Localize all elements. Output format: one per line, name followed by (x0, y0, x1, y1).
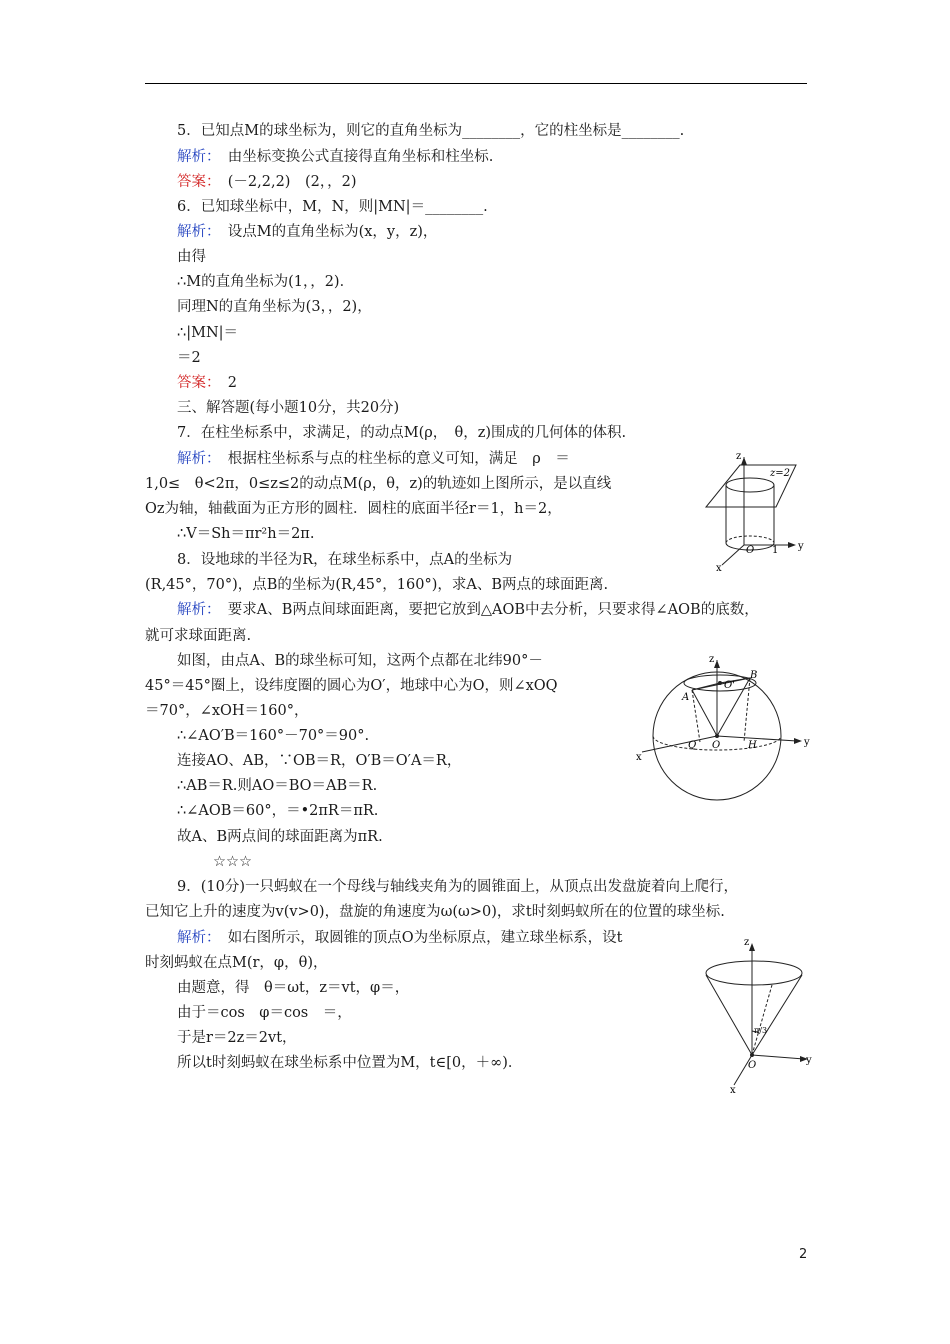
q9-stem-line1: 9．(10分)一只蚂蚁在一个母线与轴线夹角为的圆锥面上，从顶点出发盘旋着向上爬行， (177, 879, 738, 895)
q5-answer (177, 173, 356, 191)
q8-analysis-line1: 要求A、B两点间球面距离，要把它放到△AOB中去分析，只要求得∠AOB的底数， (227, 602, 759, 618)
answer-label: 答案： (177, 375, 214, 391)
header-rule (145, 83, 807, 84)
q5-answer-text: (－2,2,2) (2，，2) (227, 174, 357, 190)
analysis-label: 解析： (177, 930, 214, 946)
q7-analysis-line3: Oz为轴，轴截面为正方形的圆柱．圆柱的底面半径r＝1，h＝2， (145, 501, 562, 517)
q8-line5: ＝70°，∠xOH＝160°， (145, 703, 309, 719)
q7-analysis-line1: 根据柱坐标系与点的柱坐标的意义可知，满足 ρ ＝ (227, 451, 570, 467)
q8-analysis (177, 601, 759, 619)
cylinder-figure (700, 445, 820, 575)
q8-line6: ∴∠AO′B＝160°－70°＝90°. (177, 728, 370, 744)
y-axis (752, 1055, 804, 1059)
q9-line5: 于是r＝2z＝2vt， (177, 1030, 297, 1046)
y-axis (717, 736, 797, 741)
q9-line3: 由题意，得 θ＝ωt，z＝vt，φ＝， (177, 980, 410, 996)
q6-line1: 由得 (177, 249, 206, 265)
fig9-angle-label: π/3 (754, 1026, 768, 1035)
q8-stem-line1: 8．设地球的半径为R，在球坐标系中，点A的坐标为 (177, 552, 513, 568)
q9-line4: 由于＝cos φ＝cos ＝， (177, 1005, 352, 1021)
q8-line7: 连接AO、AB，∵OB＝R，O′B＝O′A＝R， (177, 753, 462, 769)
separator-stars: ☆☆☆ (213, 854, 252, 870)
q9-line6: 所以t时刻蚂蚁在球坐标系中位置为M，t∈[0，＋∞)． (177, 1055, 523, 1071)
q6-analysis-text: 设点M的直角坐标为(x，y，z)， (227, 224, 438, 240)
q6-answer-text: 2 (227, 375, 237, 391)
q8-line10: 故A、B两点间的球面距离为πR. (177, 829, 383, 845)
fig7-plane-label: z=2 (770, 468, 791, 479)
page-number: 2 (799, 1247, 808, 1262)
q8-analysis-line2: 就可求球面距离. (145, 628, 252, 644)
q7-analysis-line4: ∴V＝Sh＝πr²h＝2π. (177, 526, 315, 542)
q9-analysis (177, 929, 622, 947)
fig7-origin-label: O (746, 545, 755, 556)
fig8-x-label: x (636, 752, 642, 763)
q9-stem-line2: 已知它上升的速度为v(v>0)，盘旋的角速度为ω(ω>0)，求t时刻蚂蚁所在的位置的球坐标. (145, 904, 725, 920)
q9-line2: 时刻蚂蚁在点M(r，φ，θ)， (145, 955, 328, 971)
q7-analysis (177, 450, 570, 468)
answer-label: 答案： (177, 174, 214, 190)
cone-rim (706, 961, 802, 985)
analysis-label: 解析： (177, 149, 214, 165)
q8-stem-line2: (R,45°，70°)，点B的坐标为(R,45°，160°)，求A、B两点的球面距离. (145, 577, 609, 593)
fig8-a-label: A (682, 692, 690, 703)
fig8-o-label: O (712, 740, 721, 751)
q6-stem: 6．已知球坐标中，M，N，则|MN|＝________. (177, 199, 488, 215)
analysis-label: 解析： (177, 602, 214, 618)
q9-analysis-line1: 如右图所示，取圆锥的顶点O为坐标原点，建立球坐标系，设t (227, 930, 623, 946)
q8-line3: 如图，由点A、B的球坐标可知，这两个点都在北纬90°－ (177, 653, 543, 669)
q8-line4: 45°＝45°圈上，设纬度圈的圆心为O′，地球中心为O，则∠xOQ (145, 678, 558, 694)
fig7-y-label: y (798, 541, 804, 552)
q8-line9: ∴∠AOB＝60°，＝•2πR＝πR. (177, 803, 379, 819)
q5-stem: 5．已知点M的球坐标为，则它的直角坐标为________，它的柱坐标是________. (177, 123, 685, 139)
fig8-b-label: B (750, 670, 758, 681)
fig9-origin-label: O (748, 1060, 757, 1071)
q7-stem: 7．在柱坐标系中，求满足，的动点M(ρ， θ，z)围成的几何体的体积. (177, 425, 627, 441)
fig9-y-label: y (806, 1055, 812, 1066)
fig7-one-label: 1 (772, 545, 779, 556)
q7-analysis-line2: 1,0≤ θ<2π，0≤z≤2的动点M(ρ，θ，z)的轨迹如上图所示，是以直线 (145, 476, 612, 492)
fig7-x-label: x (716, 563, 722, 574)
analysis-label: 解析： (177, 224, 214, 240)
q6-analysis (177, 223, 437, 241)
fig7-z-label: z (736, 451, 742, 462)
fig9-x-label: x (730, 1085, 736, 1096)
q6-line4: ∴|MN|＝ (177, 325, 239, 341)
q8-line8: ∴AB＝R.则AO＝BO＝AB＝R. (177, 778, 378, 794)
q6-line5: ＝2 (177, 350, 201, 366)
q5-analysis-text: 由坐标变换公式直接得直角坐标和柱坐标. (227, 149, 494, 165)
q6-answer (177, 374, 237, 392)
fig8-z-label: z (709, 654, 715, 665)
analysis-label: 解析： (177, 451, 214, 467)
fig9-z-label: z (744, 937, 750, 948)
q6-line2: ∴M的直角坐标为(1，，2)． (177, 274, 355, 290)
sphere-figure (632, 650, 822, 800)
fig8-oprime-label: O' (724, 680, 735, 691)
fig8-y-label: y (804, 737, 810, 748)
fig8-q-label: Q (688, 740, 697, 751)
fig8-h-label: H (748, 740, 757, 751)
cone-figure (700, 935, 820, 1095)
q6-line3: 同理N的直角坐标为(3，，2)， (177, 299, 372, 315)
q5-analysis (177, 148, 493, 166)
section-heading: 三、解答题(每小题10分，共20分) (177, 400, 400, 416)
